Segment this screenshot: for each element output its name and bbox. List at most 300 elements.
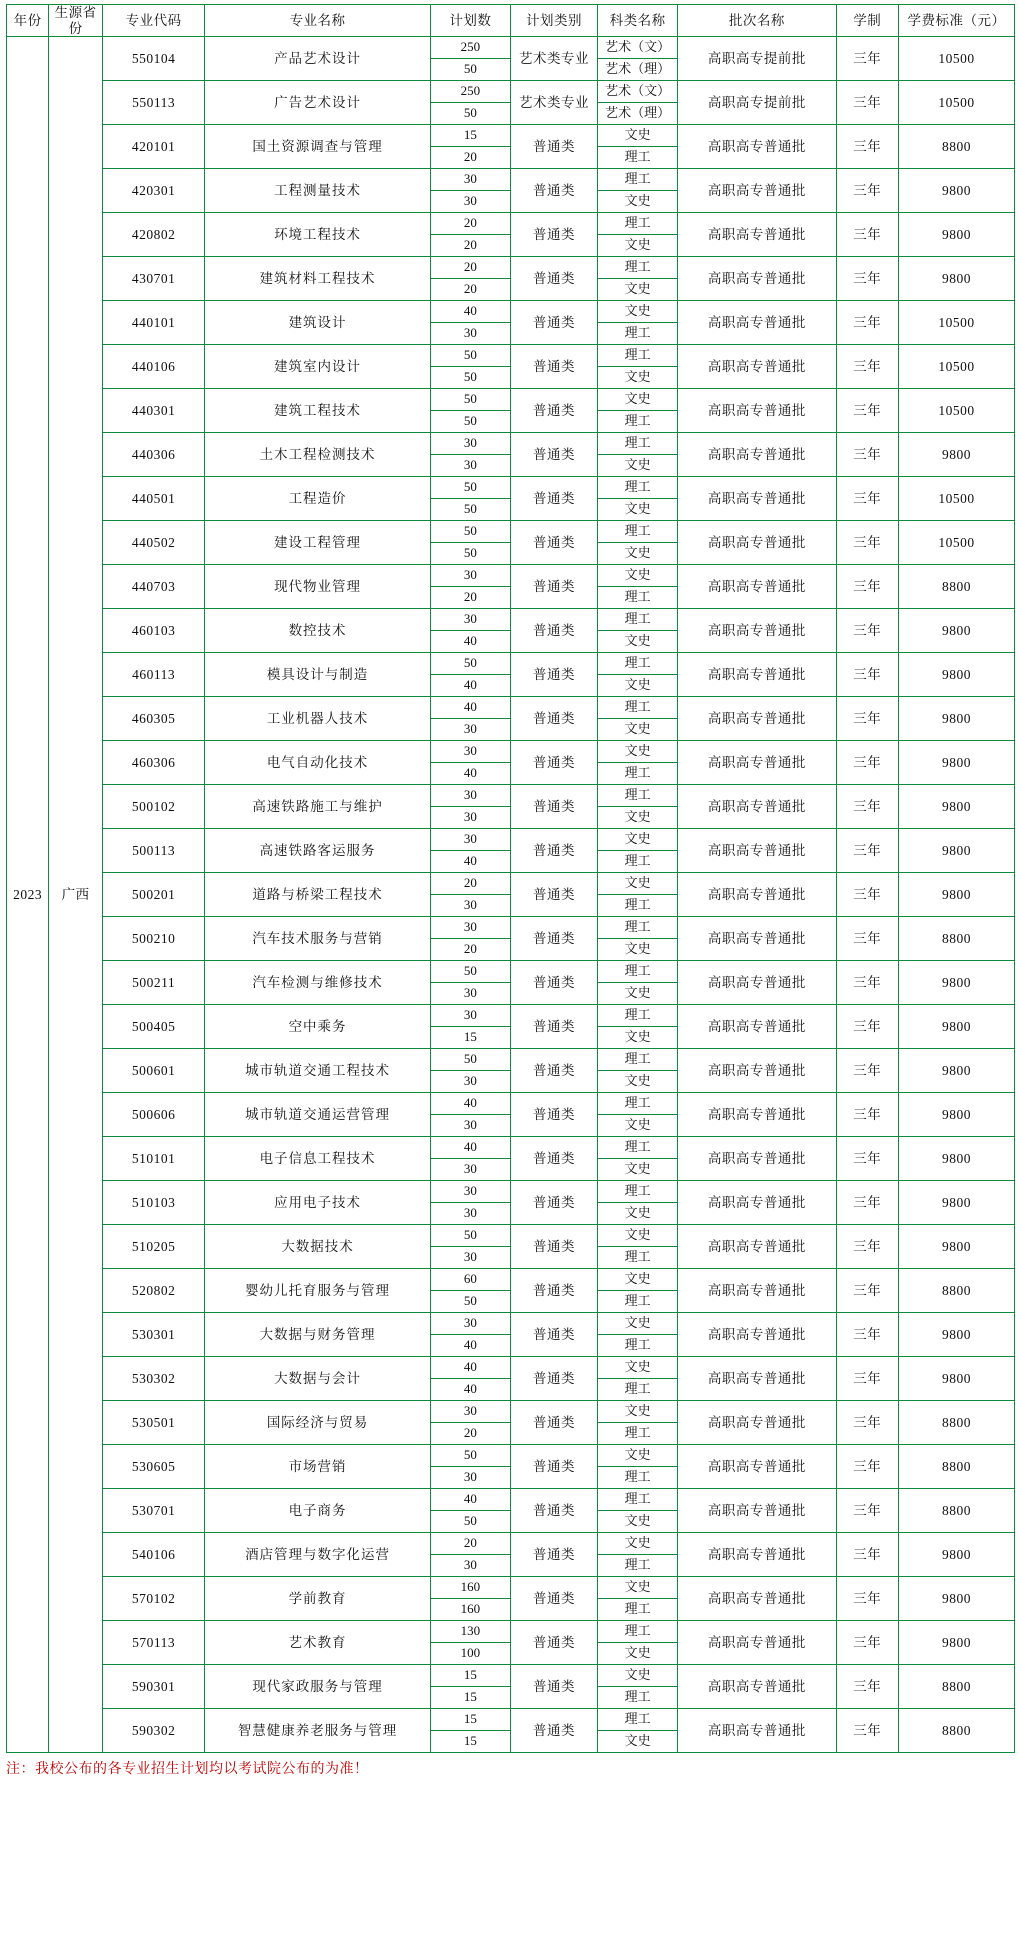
cell-plan-count: 20 [430,1533,510,1555]
cell-subject-name: 文史 [597,1313,677,1335]
cell-fee: 9800 [898,1533,1014,1577]
footer-note: 注：我校公布的各专业招生计划均以考试院公布的为准！ [6,1762,369,1778]
cell-major-code: 500102 [102,785,205,829]
cell-fee: 10500 [898,521,1014,565]
cell-plan-type: 普通类 [510,961,597,1005]
cell-plan-count: 30 [430,1005,510,1027]
cell-length: 三年 [836,433,898,477]
cell-plan-type: 普通类 [510,1577,597,1621]
cell-plan-count: 30 [430,785,510,807]
cell-plan-type: 普通类 [510,609,597,653]
table-row [7,1137,1015,1159]
cell-major-code: 460306 [102,741,205,785]
cell-plan-count: 50 [430,367,510,389]
cell-plan-count: 50 [430,653,510,675]
cell-major-code: 500113 [102,829,205,873]
cell-plan-count: 40 [430,1335,510,1357]
cell-fee: 9800 [898,1049,1014,1093]
cell-major-name: 城市轨道交通工程技术 [205,1049,430,1093]
cell-plan-count: 40 [430,697,510,719]
header-plan-count: 计划数 [430,5,510,37]
cell-plan-count: 30 [430,829,510,851]
table-row [7,433,1015,455]
cell-fee: 8800 [898,1401,1014,1445]
cell-plan-count: 160 [430,1599,510,1621]
cell-length: 三年 [836,873,898,917]
cell-subject-name: 理工 [597,851,677,873]
cell-fee: 9800 [898,1181,1014,1225]
cell-plan-count: 30 [430,917,510,939]
cell-major-code: 430701 [102,257,205,301]
cell-plan-count: 40 [430,1357,510,1379]
cell-length: 三年 [836,1049,898,1093]
cell-length: 三年 [836,213,898,257]
cell-plan-type: 普通类 [510,1049,597,1093]
cell-subject-name: 理工 [597,587,677,609]
table-row [7,169,1015,191]
cell-fee: 9800 [898,1005,1014,1049]
cell-subject-name: 艺术（文） [597,81,677,103]
cell-length: 三年 [836,1137,898,1181]
cell-major-name: 工程测量技术 [205,169,430,213]
cell-subject-name: 文史 [597,1533,677,1555]
table-row [7,697,1015,719]
cell-subject-name: 理工 [597,763,677,785]
table-row [7,81,1015,103]
cell-subject-name: 文史 [597,389,677,411]
cell-major-code: 540106 [102,1533,205,1577]
cell-batch-name: 高职高专普通批 [678,1489,836,1533]
cell-major-name: 建设工程管理 [205,521,430,565]
cell-length: 三年 [836,829,898,873]
cell-batch-name: 高职高专普通批 [678,345,836,389]
table-row [7,1665,1015,1687]
cell-batch-name: 高职高专普通批 [678,961,836,1005]
cell-plan-type: 普通类 [510,1665,597,1709]
cell-batch-name: 高职高专普通批 [678,477,836,521]
cell-fee: 8800 [898,917,1014,961]
table-row [7,1401,1015,1423]
cell-major-code: 520802 [102,1269,205,1313]
cell-plan-count: 50 [430,1445,510,1467]
cell-batch-name: 高职高专普通批 [678,565,836,609]
cell-plan-count: 20 [430,279,510,301]
cell-fee: 8800 [898,1665,1014,1709]
cell-major-name: 高速铁路施工与维护 [205,785,430,829]
cell-plan-count: 50 [430,961,510,983]
table-row [7,829,1015,851]
cell-plan-type: 普通类 [510,477,597,521]
cell-plan-count: 50 [430,1225,510,1247]
cell-batch-name: 高职高专普通批 [678,1181,836,1225]
cell-batch-name: 高职高专普通批 [678,1313,836,1357]
cell-batch-name: 高职高专普通批 [678,697,836,741]
header-subject-name: 科类名称 [597,5,677,37]
cell-fee: 9800 [898,785,1014,829]
cell-subject-name: 文史 [597,1159,677,1181]
cell-batch-name: 高职高专普通批 [678,389,836,433]
cell-plan-type: 普通类 [510,565,597,609]
cell-batch-name: 高职高专普通批 [678,521,836,565]
cell-major-name: 广告艺术设计 [205,81,430,125]
cell-plan-count: 20 [430,1423,510,1445]
cell-subject-name: 文史 [597,675,677,697]
cell-batch-name: 高职高专普通批 [678,609,836,653]
cell-fee: 9800 [898,609,1014,653]
cell-length: 三年 [836,1533,898,1577]
cell-major-code: 590301 [102,1665,205,1709]
cell-batch-name: 高职高专普通批 [678,1621,836,1665]
cell-length: 三年 [836,653,898,697]
cell-subject-name: 理工 [597,147,677,169]
cell-plan-count: 20 [430,873,510,895]
cell-major-code: 440703 [102,565,205,609]
table-row [7,1181,1015,1203]
cell-plan-count: 30 [430,1181,510,1203]
cell-plan-count: 30 [430,1203,510,1225]
cell-length: 三年 [836,1225,898,1269]
cell-batch-name: 高职高专普通批 [678,1137,836,1181]
cell-major-name: 空中乘务 [205,1005,430,1049]
table-row [7,1533,1015,1555]
cell-major-name: 道路与桥梁工程技术 [205,873,430,917]
cell-plan-type: 普通类 [510,521,597,565]
cell-subject-name: 文史 [597,1665,677,1687]
cell-batch-name: 高职高专普通批 [678,1093,836,1137]
cell-major-name: 高速铁路客运服务 [205,829,430,873]
cell-plan-count: 15 [430,125,510,147]
cell-subject-name: 文史 [597,719,677,741]
table-row [7,213,1015,235]
cell-plan-type: 普通类 [510,1533,597,1577]
cell-fee: 9800 [898,653,1014,697]
cell-subject-name: 文史 [597,1401,677,1423]
cell-major-name: 大数据技术 [205,1225,430,1269]
header-plan-type: 计划类别 [510,5,597,37]
cell-subject-name: 理工 [597,1489,677,1511]
cell-fee: 10500 [898,81,1014,125]
cell-major-name: 大数据与财务管理 [205,1313,430,1357]
cell-fee: 9800 [898,1137,1014,1181]
cell-major-code: 440501 [102,477,205,521]
cell-plan-type: 普通类 [510,1357,597,1401]
table-row [7,521,1015,543]
table-row [7,1225,1015,1247]
cell-batch-name: 高职高专普通批 [678,1225,836,1269]
cell-length: 三年 [836,785,898,829]
cell-fee: 9800 [898,873,1014,917]
cell-plan-count: 160 [430,1577,510,1599]
cell-batch-name: 高职高专普通批 [678,1709,836,1753]
cell-major-name: 汽车检测与维修技术 [205,961,430,1005]
cell-major-code: 460103 [102,609,205,653]
cell-plan-count: 20 [430,939,510,961]
cell-subject-name: 文史 [597,1027,677,1049]
cell-plan-count: 30 [430,1071,510,1093]
cell-plan-count: 30 [430,455,510,477]
cell-major-code: 440306 [102,433,205,477]
cell-subject-name: 理工 [597,653,677,675]
cell-subject-name: 理工 [597,257,677,279]
cell-subject-name: 理工 [597,1555,677,1577]
cell-plan-type: 艺术类专业 [510,81,597,125]
cell-plan-type: 普通类 [510,1225,597,1269]
cell-plan-count: 30 [430,565,510,587]
cell-subject-name: 理工 [597,433,677,455]
cell-length: 三年 [836,1401,898,1445]
header-year: 年份 [7,5,49,37]
cell-plan-count: 30 [430,433,510,455]
cell-subject-name: 文史 [597,1731,677,1753]
cell-subject-name: 文史 [597,455,677,477]
cell-major-code: 530501 [102,1401,205,1445]
cell-plan-count: 20 [430,213,510,235]
cell-fee: 9800 [898,697,1014,741]
cell-plan-count: 50 [430,1291,510,1313]
cell-subject-name: 文史 [597,191,677,213]
cell-plan-count: 40 [430,1093,510,1115]
table-row [7,1357,1015,1379]
cell-batch-name: 高职高专普通批 [678,741,836,785]
cell-length: 三年 [836,37,898,81]
cell-plan-count: 30 [430,983,510,1005]
cell-major-code: 460305 [102,697,205,741]
cell-plan-count: 30 [430,1467,510,1489]
cell-plan-type: 普通类 [510,1269,597,1313]
table-row [7,1049,1015,1071]
table-row [7,653,1015,675]
cell-subject-name: 理工 [597,169,677,191]
cell-major-name: 婴幼儿托育服务与管理 [205,1269,430,1313]
table-row [7,37,1015,59]
cell-major-name: 环境工程技术 [205,213,430,257]
cell-subject-name: 理工 [597,1335,677,1357]
header-length: 学制 [836,5,898,37]
cell-subject-name: 文史 [597,1225,677,1247]
header-major-code: 专业代码 [102,5,205,37]
cell-major-code: 510205 [102,1225,205,1269]
cell-subject-name: 理工 [597,1599,677,1621]
cell-plan-type: 普通类 [510,1445,597,1489]
cell-subject-name: 理工 [597,1049,677,1071]
cell-batch-name: 高职高专普通批 [678,1005,836,1049]
cell-length: 三年 [836,1577,898,1621]
cell-plan-count: 20 [430,257,510,279]
cell-batch-name: 高职高专普通批 [678,213,836,257]
cell-plan-type: 普通类 [510,653,597,697]
table-header [7,5,1015,37]
cell-plan-count: 30 [430,1555,510,1577]
cell-length: 三年 [836,741,898,785]
cell-major-code: 500601 [102,1049,205,1093]
cell-major-name: 艺术教育 [205,1621,430,1665]
cell-major-name: 建筑室内设计 [205,345,430,389]
cell-plan-count: 40 [430,1137,510,1159]
cell-major-name: 汽车技术服务与营销 [205,917,430,961]
cell-plan-count: 30 [430,191,510,213]
cell-fee: 10500 [898,345,1014,389]
cell-major-code: 570102 [102,1577,205,1621]
cell-major-code: 460113 [102,653,205,697]
cell-plan-count: 20 [430,587,510,609]
cell-subject-name: 理工 [597,1709,677,1731]
cell-major-code: 420301 [102,169,205,213]
cell-subject-name: 艺术（理） [597,59,677,81]
cell-major-code: 550113 [102,81,205,125]
header-province: 生源省份 [49,5,103,37]
cell-plan-type: 艺术类专业 [510,37,597,81]
table-row [7,1621,1015,1643]
cell-major-name: 工业机器人技术 [205,697,430,741]
cell-major-code: 530302 [102,1357,205,1401]
cell-major-code: 570113 [102,1621,205,1665]
cell-subject-name: 艺术（理） [597,103,677,125]
cell-subject-name: 文史 [597,125,677,147]
cell-plan-count: 50 [430,1511,510,1533]
cell-subject-name: 理工 [597,323,677,345]
cell-subject-name: 理工 [597,961,677,983]
cell-plan-count: 20 [430,147,510,169]
cell-length: 三年 [836,81,898,125]
header-row [7,5,1015,37]
cell-major-name: 现代家政服务与管理 [205,1665,430,1709]
cell-major-name: 产品艺术设计 [205,37,430,81]
cell-plan-type: 普通类 [510,1621,597,1665]
cell-fee: 9800 [898,829,1014,873]
cell-subject-name: 理工 [597,1467,677,1489]
cell-length: 三年 [836,1313,898,1357]
cell-length: 三年 [836,1445,898,1489]
cell-subject-name: 理工 [597,1379,677,1401]
cell-subject-name: 文史 [597,1445,677,1467]
table-row [7,1489,1015,1511]
cell-major-code: 440106 [102,345,205,389]
cell-plan-count: 130 [430,1621,510,1643]
cell-batch-name: 高职高专普通批 [678,433,836,477]
cell-major-name: 工程造价 [205,477,430,521]
cell-major-name: 学前教育 [205,1577,430,1621]
cell-major-name: 酒店管理与数字化运营 [205,1533,430,1577]
cell-province: 广西 [49,37,103,1753]
table-row [7,609,1015,631]
cell-plan-count: 15 [430,1687,510,1709]
cell-plan-count: 30 [430,323,510,345]
cell-fee: 8800 [898,125,1014,169]
cell-subject-name: 理工 [597,697,677,719]
cell-plan-type: 普通类 [510,257,597,301]
cell-batch-name: 高职高专普通批 [678,301,836,345]
cell-subject-name: 文史 [597,1643,677,1665]
cell-plan-count: 30 [430,719,510,741]
cell-subject-name: 文史 [597,983,677,1005]
cell-subject-name: 文史 [597,1511,677,1533]
table-row [7,1269,1015,1291]
cell-plan-count: 50 [430,543,510,565]
cell-length: 三年 [836,1357,898,1401]
cell-length: 三年 [836,1489,898,1533]
cell-subject-name: 理工 [597,1137,677,1159]
cell-subject-name: 理工 [597,785,677,807]
cell-length: 三年 [836,125,898,169]
cell-plan-type: 普通类 [510,169,597,213]
cell-length: 三年 [836,609,898,653]
cell-plan-count: 50 [430,103,510,125]
cell-subject-name: 文史 [597,873,677,895]
cell-major-name: 建筑材料工程技术 [205,257,430,301]
cell-major-name: 电子商务 [205,1489,430,1533]
cell-subject-name: 文史 [597,543,677,565]
cell-plan-type: 普通类 [510,697,597,741]
cell-length: 三年 [836,389,898,433]
cell-major-code: 590302 [102,1709,205,1753]
cell-subject-name: 理工 [597,1423,677,1445]
table-row [7,785,1015,807]
cell-batch-name: 高职高专普通批 [678,1401,836,1445]
cell-length: 三年 [836,565,898,609]
cell-plan-count: 30 [430,1115,510,1137]
cell-length: 三年 [836,1181,898,1225]
cell-fee: 9800 [898,1093,1014,1137]
cell-subject-name: 理工 [597,1621,677,1643]
cell-major-code: 440502 [102,521,205,565]
cell-length: 三年 [836,1665,898,1709]
cell-fee: 9800 [898,1357,1014,1401]
cell-major-name: 城市轨道交通运营管理 [205,1093,430,1137]
cell-batch-name: 高职高专普通批 [678,125,836,169]
cell-plan-type: 普通类 [510,125,597,169]
cell-plan-type: 普通类 [510,1137,597,1181]
cell-subject-name: 理工 [597,1247,677,1269]
table-row [7,257,1015,279]
cell-plan-count: 50 [430,59,510,81]
cell-plan-count: 40 [430,1379,510,1401]
cell-major-name: 国际经济与贸易 [205,1401,430,1445]
table-row [7,1005,1015,1027]
table-row [7,873,1015,895]
cell-major-code: 510103 [102,1181,205,1225]
cell-subject-name: 文史 [597,807,677,829]
table-row [7,1313,1015,1335]
cell-subject-name: 文史 [597,1577,677,1599]
cell-major-code: 550104 [102,37,205,81]
cell-batch-name: 高职高专普通批 [678,873,836,917]
cell-subject-name: 文史 [597,235,677,257]
cell-major-code: 420101 [102,125,205,169]
cell-subject-name: 理工 [597,411,677,433]
cell-plan-count: 30 [430,741,510,763]
cell-plan-type: 普通类 [510,741,597,785]
cell-plan-count: 30 [430,1313,510,1335]
cell-batch-name: 高职高专提前批 [678,37,836,81]
cell-fee: 8800 [898,565,1014,609]
cell-length: 三年 [836,345,898,389]
cell-plan-type: 普通类 [510,1313,597,1357]
cell-fee: 9800 [898,1313,1014,1357]
cell-batch-name: 高职高专普通批 [678,653,836,697]
cell-fee: 9800 [898,213,1014,257]
table-row [7,1709,1015,1731]
cell-subject-name: 理工 [597,1005,677,1027]
cell-batch-name: 高职高专普通批 [678,917,836,961]
cell-plan-type: 普通类 [510,345,597,389]
cell-major-code: 500405 [102,1005,205,1049]
cell-batch-name: 高职高专普通批 [678,785,836,829]
cell-batch-name: 高职高专提前批 [678,81,836,125]
cell-fee: 10500 [898,477,1014,521]
cell-major-name: 电气自动化技术 [205,741,430,785]
cell-subject-name: 文史 [597,631,677,653]
cell-plan-type: 普通类 [510,1093,597,1137]
